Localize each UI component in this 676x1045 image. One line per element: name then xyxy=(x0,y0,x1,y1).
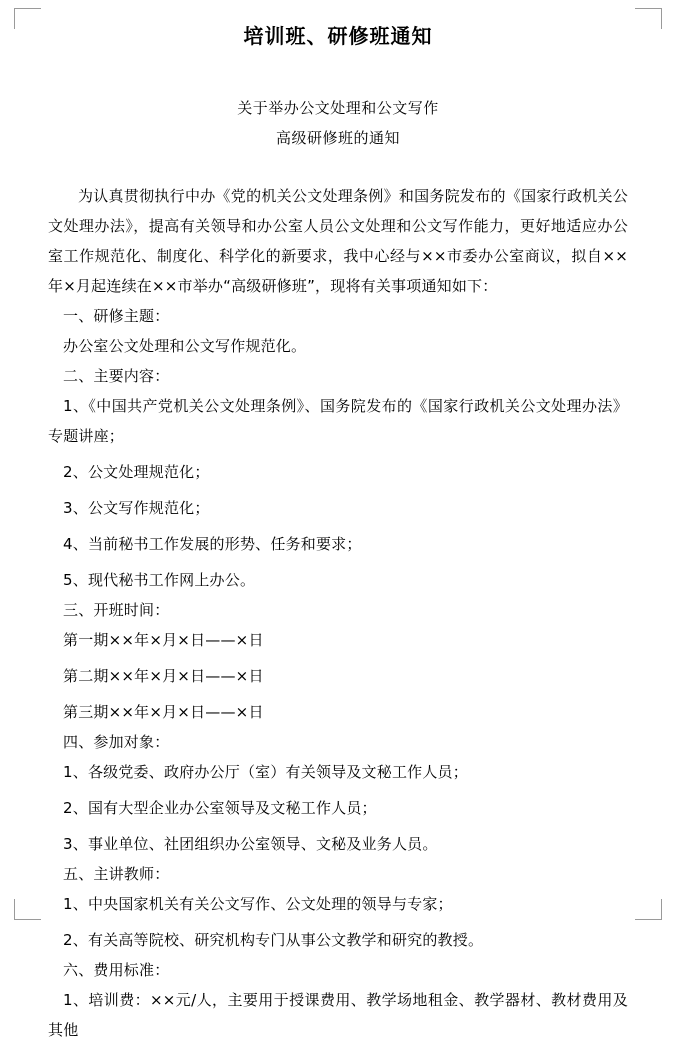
paragraph-section-3-item-3: 第三期××年×月×日——×日 xyxy=(63,703,264,721)
paragraph-section-3-heading: 三、开班时间： xyxy=(63,601,170,619)
paragraph-section-5-heading: 五、主讲教师： xyxy=(63,865,170,883)
paragraph-section-4-item-1: 1、各级党委、政府办公厅（室）有关领导及文秘工作人员； xyxy=(63,763,468,781)
paragraph-section-2-item-2: 2、公文处理规范化； xyxy=(63,463,210,481)
crop-mark-bottom-right xyxy=(635,899,662,920)
paragraph-section-6-item-1: 1、培训费：××元/人，主要用于授课费用、教学场地租金、教学器材、教材费用及其他 xyxy=(48,991,628,1039)
paragraph-section-2-item-3: 3、公文写作规范化； xyxy=(63,499,210,517)
paragraph-section-6-heading: 六、费用标准： xyxy=(63,961,170,979)
crop-mark-bottom-left xyxy=(14,899,41,920)
crop-mark-top-right xyxy=(635,8,662,29)
paragraph-section-5-item-1: 1、中央国家机关有关公文写作、公文处理的领导与专家； xyxy=(63,895,453,913)
paragraph-section-2-item-5: 5、现代秘书工作网上办公。 xyxy=(63,571,256,589)
document-title: 培训班、研修班通知 xyxy=(243,24,433,48)
paragraph-section-3-item-1: 第一期××年×月×日——×日 xyxy=(63,631,264,649)
paragraph-section-3-item-2: 第二期××年×月×日——×日 xyxy=(63,667,264,685)
paragraph-section-4-item-3: 3、事业单位、社团组织办公室领导、文秘及业务人员。 xyxy=(63,835,438,853)
paragraph-section-4-heading: 四、参加对象： xyxy=(63,733,170,751)
paragraph-section-5-item-2: 2、有关高等院校、研究机构专门从事公文教学和研究的教授。 xyxy=(63,931,484,949)
paragraph-section-2-heading: 二、主要内容： xyxy=(63,367,170,385)
paragraph-section-2-item-1: 1、《中国共产党机关公文处理条例》、国务院发布的《国家行政机关公文处理办法》专题讲座； xyxy=(48,397,628,445)
document-content xyxy=(48,14,628,1045)
paragraph-intro: 为认真贯彻执行中办《党的机关公文处理条例》和国务院发布的《国家行政机关公文处理办法》，提高有关领导和办公室人员公文处理和公文写作能力，更好地适应办公室工作规范化、制度化、科学化的新要求，我中心经与××市委办公室商议，拟自××年×月起连续在××市举办“高级研修班”，现将有关事项通知如下： xyxy=(48,187,628,295)
document-subtitle xyxy=(48,93,628,153)
paragraph-section-1-item-1: 办公室公文处理和公文写作规范化。 xyxy=(63,337,307,355)
subtitle-line-1: 关于举办公文处理和公文写作 xyxy=(237,99,439,117)
crop-mark-top-left xyxy=(14,8,41,29)
paragraph-section-1-heading: 一、研修主题： xyxy=(63,307,170,325)
paragraph-section-2-item-4: 4、当前秘书工作发展的形势、任务和要求； xyxy=(63,535,362,553)
document-body xyxy=(48,181,628,1045)
paragraph-section-4-item-2: 2、国有大型企业办公室领导及文秘工作人员； xyxy=(63,799,377,817)
subtitle-line-2: 高级研修班的通知 xyxy=(275,129,400,147)
